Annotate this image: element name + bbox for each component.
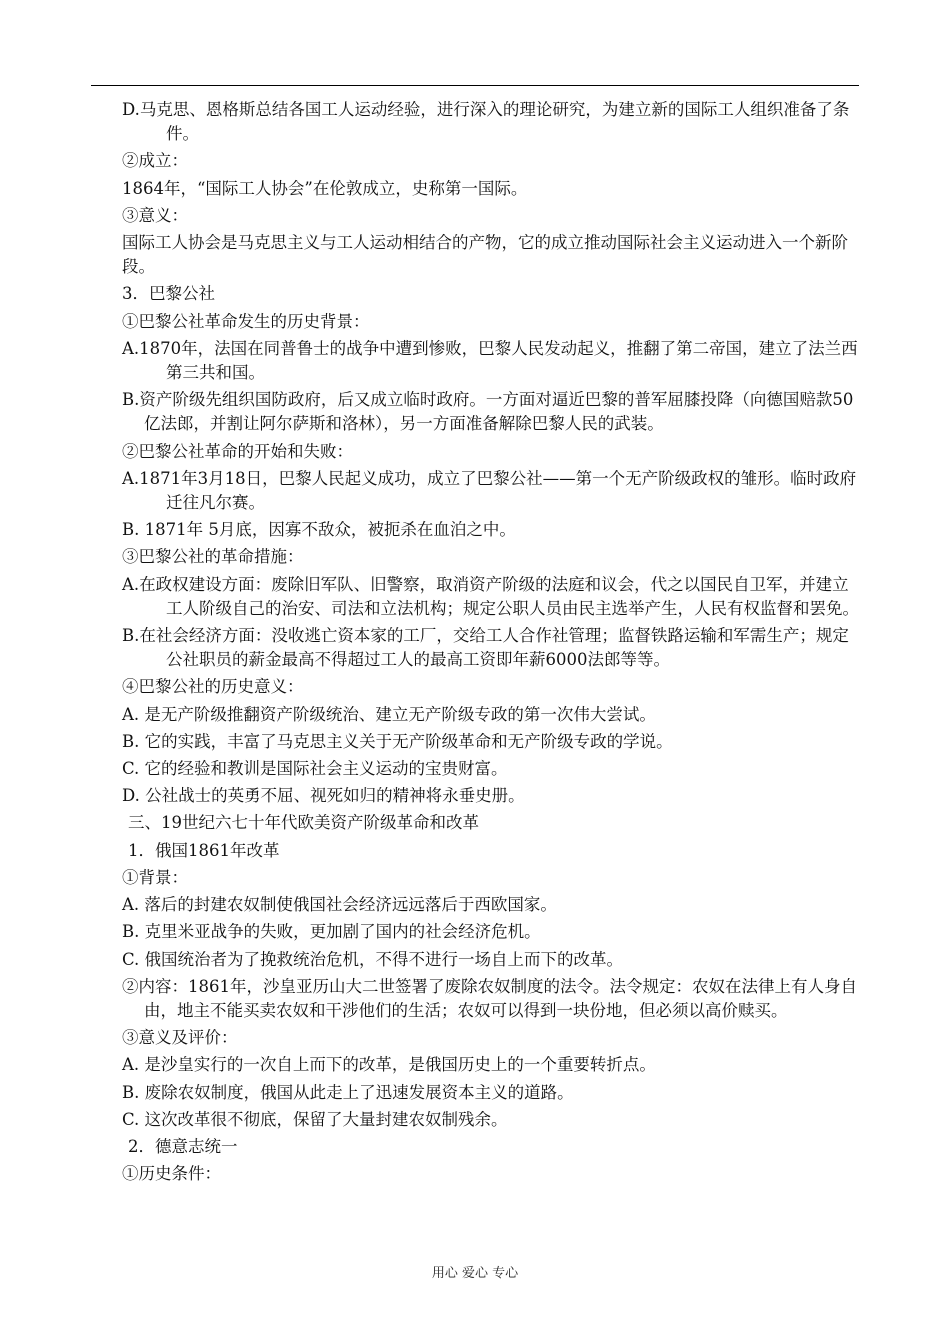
text-line: ②成立：: [122, 151, 188, 171]
text-line: ④巴黎公社的历史意义：: [122, 677, 304, 697]
text-line: A.在政权建设方面：废除旧军队、旧警察，取消资产阶级的法庭和议会，代之以国民自卫军，并建立工人阶级自己的治安、司法和立法机构；规定公职人员由民主选举产生，人民有权监督和罢免。: [122, 574, 859, 618]
text-line: ①巴黎公社革命发生的历史背景：: [122, 311, 370, 331]
text-line: C. 俄国统治者为了挽救统治危机，不得不进行一场自上而下的改革。: [122, 949, 624, 969]
text-line: ②内容：1861年，沙皇亚历山大二世签署了废除农奴制度的法令。法令规定：农奴在法律上有人身自由，地主不能买卖农奴和干涉他们的生活；农奴可以得到一块份地，但必须以高价赎买。: [122, 976, 857, 1020]
text-line: ②巴黎公社革命的开始和失败：: [122, 441, 353, 461]
text-line: C. 它的经验和教训是国际社会主义运动的宝贵财富。: [122, 759, 508, 779]
text-line: A. 是沙皇实行的一次自上而下的改革，是俄国历史上的一个重要转折点。: [122, 1055, 656, 1075]
text-line: ③意义：: [122, 205, 188, 225]
text-line: B. 克里米亚战争的失败，更加剧了国内的社会经济危机。: [122, 922, 541, 942]
text-line: B.资产阶级先组织国防政府，后又成立临时政府。一方面对逼近巴黎的普军屈膝投降（向德国赔款50亿法郎，并割让阿尔萨斯和洛林），另一方面准备解除巴黎人民的武装。: [122, 390, 854, 434]
text-line: A.1870年，法国在同普鲁士的战争中遭到惨败，巴黎人民发动起义，推翻了第二帝国，建立了法兰西第三共和国。: [122, 338, 858, 383]
document-body: [122, 98, 862, 1189]
text-line: ③巴黎公社的革命措施：: [122, 547, 304, 567]
text-line: A. 是无产阶级推翻资产阶级统治、建立无产阶级专政的第一次伟大尝试。: [122, 704, 656, 724]
text-line: ①历史条件：: [122, 1164, 221, 1184]
text-line: B. 废除农奴制度，俄国从此走上了迅速发展资本主义的道路。: [122, 1082, 574, 1102]
text-line: B.在社会经济方面：没收逃亡资本家的工厂，交给工人合作社管理；监督铁路运输和军需生产；规定公社职员的薪金最高不得超过工人的最高工资即年薪6000法郎等等。: [122, 626, 849, 670]
text-line: A.1871年3月18日，巴黎人民起义成功，成立了巴黎公社——第一个无产阶级政权的雏形。临时政府迁往凡尔赛。: [122, 468, 857, 513]
text-line: 1．俄国1861年改革: [128, 840, 280, 860]
text-line: 1864年，“国际工人协会”在伦敦成立，史称第一国际。: [122, 178, 528, 198]
text-line: D.马克思、恩格斯总结各国工人运动经验，进行深入的理论研究，为建立新的国际工人组织准备了条件。: [122, 100, 850, 144]
text-line: 国际工人协会是马克思主义与工人运动相结合的产物，它的成立推动国际社会主义运动进入一个新阶段。: [122, 233, 848, 277]
text-line: C. 这次改革很不彻底，保留了大量封建农奴制残余。: [122, 1109, 508, 1129]
page-footer: 用心 爱心 专心: [431, 1266, 519, 1281]
text-line: B. 它的实践，丰富了马克思主义关于无产阶级革命和无产阶级专政的学说。: [122, 731, 673, 751]
text-line: ③意义及评价：: [122, 1028, 238, 1048]
text-line: ①背景：: [122, 867, 188, 887]
text-line: D. 公社战士的英勇不屈、视死如归的精神将永垂史册。: [122, 786, 525, 806]
text-line: A. 落后的封建农奴制使俄国社会经济远远落后于西欧国家。: [122, 895, 557, 915]
text-line: 三、19世纪六七十年代欧美资产阶级革命和改革: [128, 813, 479, 833]
text-line: 2．德意志统一: [128, 1136, 238, 1156]
header-rule: [91, 85, 859, 86]
text-line: B. 1871年 5月底，因寡不敌众，被扼杀在血泊之中。: [122, 520, 516, 540]
text-line: 3．巴黎公社: [122, 284, 215, 304]
